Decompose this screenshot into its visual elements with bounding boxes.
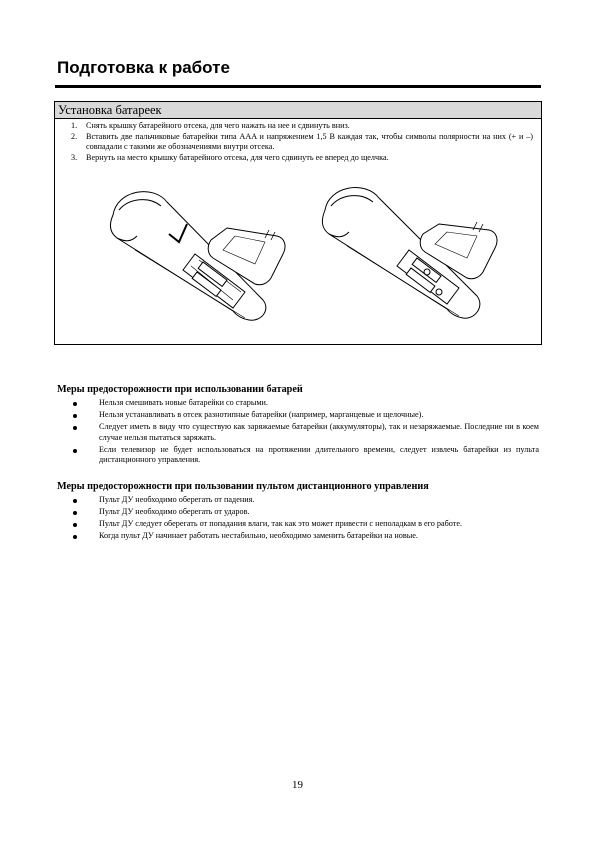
list-item: Нельзя устанавливать в отсек разнотипные батарейки (например, марганцевые и щелочные).	[57, 410, 539, 421]
list-item: Пульт ДУ необходимо оберегать от падения.	[57, 495, 539, 506]
bullet-icon	[73, 523, 77, 527]
step-item	[55, 132, 541, 153]
bullet-icon	[73, 426, 77, 430]
bullet-icon	[73, 511, 77, 515]
list-item: Пульт ДУ необходимо оберегать от ударов.	[57, 507, 539, 518]
step-item	[55, 153, 541, 164]
battery-install-box	[54, 101, 542, 345]
list-item: Когда пульт ДУ начинает работать нестабильно, необходимо заменить батарейки на новые.	[57, 531, 539, 542]
remote-precautions-heading: Меры предосторожности при пользовании пультом дистанционного управления	[57, 481, 429, 492]
bullet-icon	[73, 402, 77, 406]
step-text: Снять крышку батарейного отсека, для чего нажать на нее и сдвинуть вниз.	[86, 121, 350, 130]
remote-open-cover-icon	[95, 180, 295, 330]
bullet-icon	[73, 499, 77, 503]
battery-install-steps	[55, 121, 541, 163]
battery-precautions-list	[57, 398, 539, 468]
step-number: 3.	[71, 152, 78, 162]
step-number: 1.	[71, 121, 78, 130]
battery-install-title: Установка батареек	[55, 102, 541, 119]
page-number: 19	[292, 779, 303, 791]
bullet-icon	[73, 449, 77, 453]
list-item: Если телевизор не будет использоваться на протяжении длительного времени, следует извлечь батарейки из пульта дистанционного управления.	[57, 445, 539, 466]
step-text: Вставить две пальчиковые батарейки типа AAA и напряжением 1,5 В каждая так, чтобы символы полярности на них (+ и –) совпадали с такими же обозначениями внутри отсека.	[86, 131, 533, 151]
page-title: Подготовка к работе	[57, 58, 230, 77]
bullet-icon	[73, 414, 77, 418]
remote-precautions-list	[57, 495, 539, 543]
list-item: Пульт ДУ следует оберегать от попадания влаги, так как это может привести с неполадкам в его работе.	[57, 519, 539, 530]
bullet-icon	[73, 535, 77, 539]
battery-precautions-heading: Меры предосторожности при использовании батарей	[57, 384, 303, 395]
step-item	[55, 121, 541, 132]
remote-batteries-inserted-icon	[313, 180, 513, 330]
title-rule	[55, 85, 541, 88]
step-number: 2.	[71, 131, 78, 141]
list-item: Нельзя смешивать новые батарейки со старыми.	[57, 398, 539, 409]
step-text: Вернуть на место крышку батарейного отсека, для чего сдвинуть ее вперед до щелчка.	[86, 152, 389, 162]
list-item: Следует иметь в виду что существую как заряжаемые батарейки (аккумуляторы), так и незаряжаемые. Последние ни в коем случае нельзя пытаться заряжать.	[57, 422, 539, 443]
